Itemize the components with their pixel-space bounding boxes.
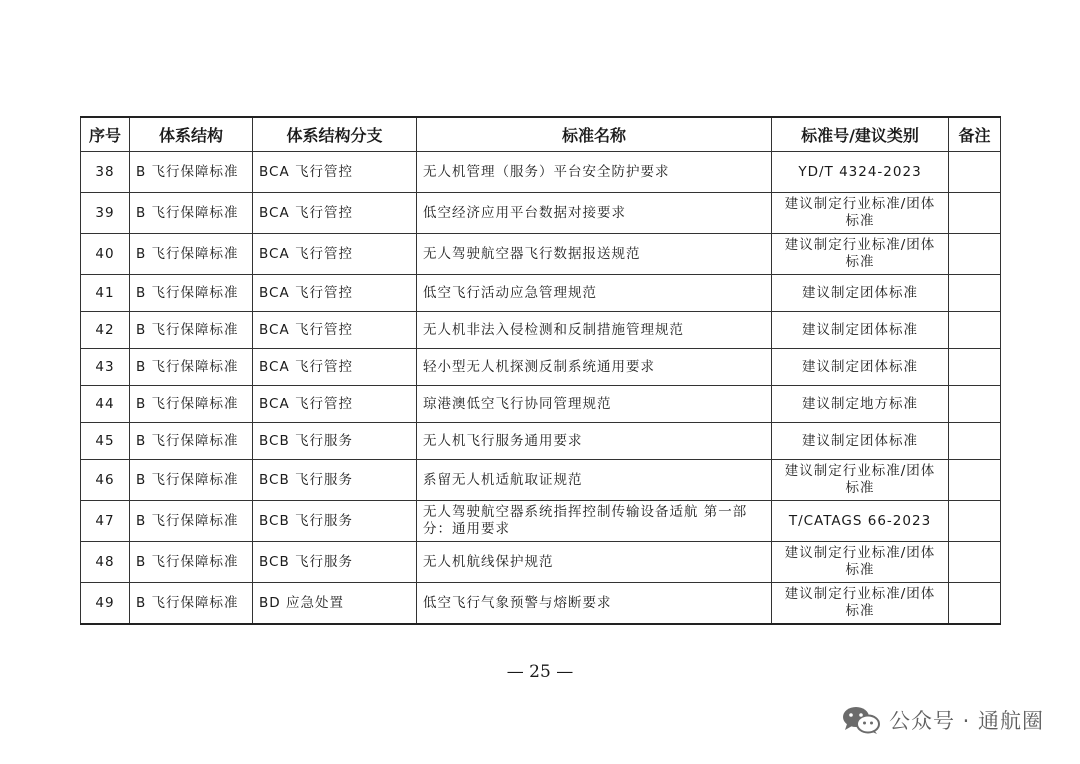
cell-branch: BD 应急处置 <box>253 583 417 625</box>
cell-standard-no: 建议制定行业标准/团体标准 <box>772 542 949 583</box>
table-row <box>81 386 1001 423</box>
cell-standard-name: 无人机管理（服务）平台安全防护要求 <box>417 152 772 193</box>
cell-standard-no: 建议制定团体标准 <box>772 423 949 460</box>
cell-standard-name: 无人机非法入侵检测和反制措施管理规范 <box>417 312 772 349</box>
cell-remarks <box>949 152 1001 193</box>
table-row <box>81 542 1001 583</box>
cell-standard-no: 建议制定团体标准 <box>772 275 949 312</box>
cell-standard-no: 建议制定团体标准 <box>772 349 949 386</box>
table-row <box>81 234 1001 275</box>
cell-standard-no: T/CATAGS 66-2023 <box>772 501 949 542</box>
table-row <box>81 423 1001 460</box>
cell-index: 44 <box>81 386 130 423</box>
wechat-icon <box>841 705 881 735</box>
header-branch: 体系结构分支 <box>253 117 417 152</box>
cell-remarks <box>949 234 1001 275</box>
cell-remarks <box>949 275 1001 312</box>
cell-branch: BCA 飞行管控 <box>253 312 417 349</box>
standards-table <box>80 116 1001 625</box>
cell-system: B 飞行保障标准 <box>130 542 253 583</box>
cell-standard-name: 无人驾驶航空器系统指挥控制传输设备适航 第一部分：通用要求 <box>417 501 772 542</box>
cell-index: 49 <box>81 583 130 625</box>
cell-branch: BCA 飞行管控 <box>253 152 417 193</box>
cell-system: B 飞行保障标准 <box>130 386 253 423</box>
cell-standard-name: 系留无人机适航取证规范 <box>417 460 772 501</box>
cell-standard-name: 无人机飞行服务通用要求 <box>417 423 772 460</box>
cell-index: 48 <box>81 542 130 583</box>
cell-remarks <box>949 423 1001 460</box>
cell-standard-no: YD/T 4324-2023 <box>772 152 949 193</box>
header-remarks: 备注 <box>949 117 1001 152</box>
cell-index: 38 <box>81 152 130 193</box>
cell-standard-name: 琼港澳低空飞行协同管理规范 <box>417 386 772 423</box>
cell-remarks <box>949 312 1001 349</box>
cell-standard-no: 建议制定行业标准/团体标准 <box>772 193 949 234</box>
cell-standard-name: 无人驾驶航空器飞行数据报送规范 <box>417 234 772 275</box>
cell-index: 41 <box>81 275 130 312</box>
cell-standard-no: 建议制定行业标准/团体标准 <box>772 234 949 275</box>
cell-standard-no: 建议制定行业标准/团体标准 <box>772 583 949 625</box>
cell-branch: BCA 飞行管控 <box>253 193 417 234</box>
header-system: 体系结构 <box>130 117 253 152</box>
cell-standard-name: 低空飞行气象预警与熔断要求 <box>417 583 772 625</box>
cell-standard-name: 轻小型无人机探测反制系统通用要求 <box>417 349 772 386</box>
cell-branch: BCB 飞行服务 <box>253 423 417 460</box>
header-standard-no: 标准号/建议类别 <box>772 117 949 152</box>
page-number: — 25 — <box>506 662 574 682</box>
cell-standard-no: 建议制定团体标准 <box>772 312 949 349</box>
cell-remarks <box>949 501 1001 542</box>
cell-system: B 飞行保障标准 <box>130 423 253 460</box>
cell-standard-name: 低空飞行活动应急管理规范 <box>417 275 772 312</box>
cell-branch: BCA 飞行管控 <box>253 349 417 386</box>
cell-remarks <box>949 583 1001 625</box>
cell-remarks <box>949 193 1001 234</box>
cell-index: 45 <box>81 423 130 460</box>
cell-branch: BCB 飞行服务 <box>253 501 417 542</box>
table-row <box>81 275 1001 312</box>
cell-index: 46 <box>81 460 130 501</box>
table-row <box>81 152 1001 193</box>
table-body <box>81 152 1001 625</box>
cell-branch: BCA 飞行管控 <box>253 275 417 312</box>
cell-branch: BCB 飞行服务 <box>253 460 417 501</box>
cell-system: B 飞行保障标准 <box>130 349 253 386</box>
table-row <box>81 583 1001 625</box>
cell-system: B 飞行保障标准 <box>130 460 253 501</box>
cell-system: B 飞行保障标准 <box>130 193 253 234</box>
cell-standard-no: 建议制定行业标准/团体标准 <box>772 460 949 501</box>
cell-branch: BCB 飞行服务 <box>253 542 417 583</box>
table-row <box>81 460 1001 501</box>
header-standard-name: 标准名称 <box>417 117 772 152</box>
cell-standard-name: 无人机航线保护规范 <box>417 542 772 583</box>
cell-branch: BCA 飞行管控 <box>253 234 417 275</box>
cell-system: B 飞行保障标准 <box>130 234 253 275</box>
cell-remarks <box>949 349 1001 386</box>
cell-index: 43 <box>81 349 130 386</box>
cell-system: B 飞行保障标准 <box>130 312 253 349</box>
table-row <box>81 501 1001 542</box>
cell-system: B 飞行保障标准 <box>130 275 253 312</box>
header-index: 序号 <box>81 117 130 152</box>
cell-remarks <box>949 386 1001 423</box>
cell-index: 39 <box>81 193 130 234</box>
table-row <box>81 349 1001 386</box>
watermark-text: 公众号 · 通航圈 <box>888 709 1044 733</box>
cell-index: 40 <box>81 234 130 275</box>
cell-index: 47 <box>81 501 130 542</box>
table-row <box>81 312 1001 349</box>
cell-index: 42 <box>81 312 130 349</box>
cell-branch: BCA 飞行管控 <box>253 386 417 423</box>
cell-system: B 飞行保障标准 <box>130 152 253 193</box>
watermark <box>841 703 1044 737</box>
table-row <box>81 193 1001 234</box>
table-header-row <box>81 117 1001 152</box>
cell-standard-no: 建议制定地方标准 <box>772 386 949 423</box>
cell-standard-name: 低空经济应用平台数据对接要求 <box>417 193 772 234</box>
cell-remarks <box>949 542 1001 583</box>
cell-system: B 飞行保障标准 <box>130 583 253 625</box>
cell-system: B 飞行保障标准 <box>130 501 253 542</box>
cell-remarks <box>949 460 1001 501</box>
